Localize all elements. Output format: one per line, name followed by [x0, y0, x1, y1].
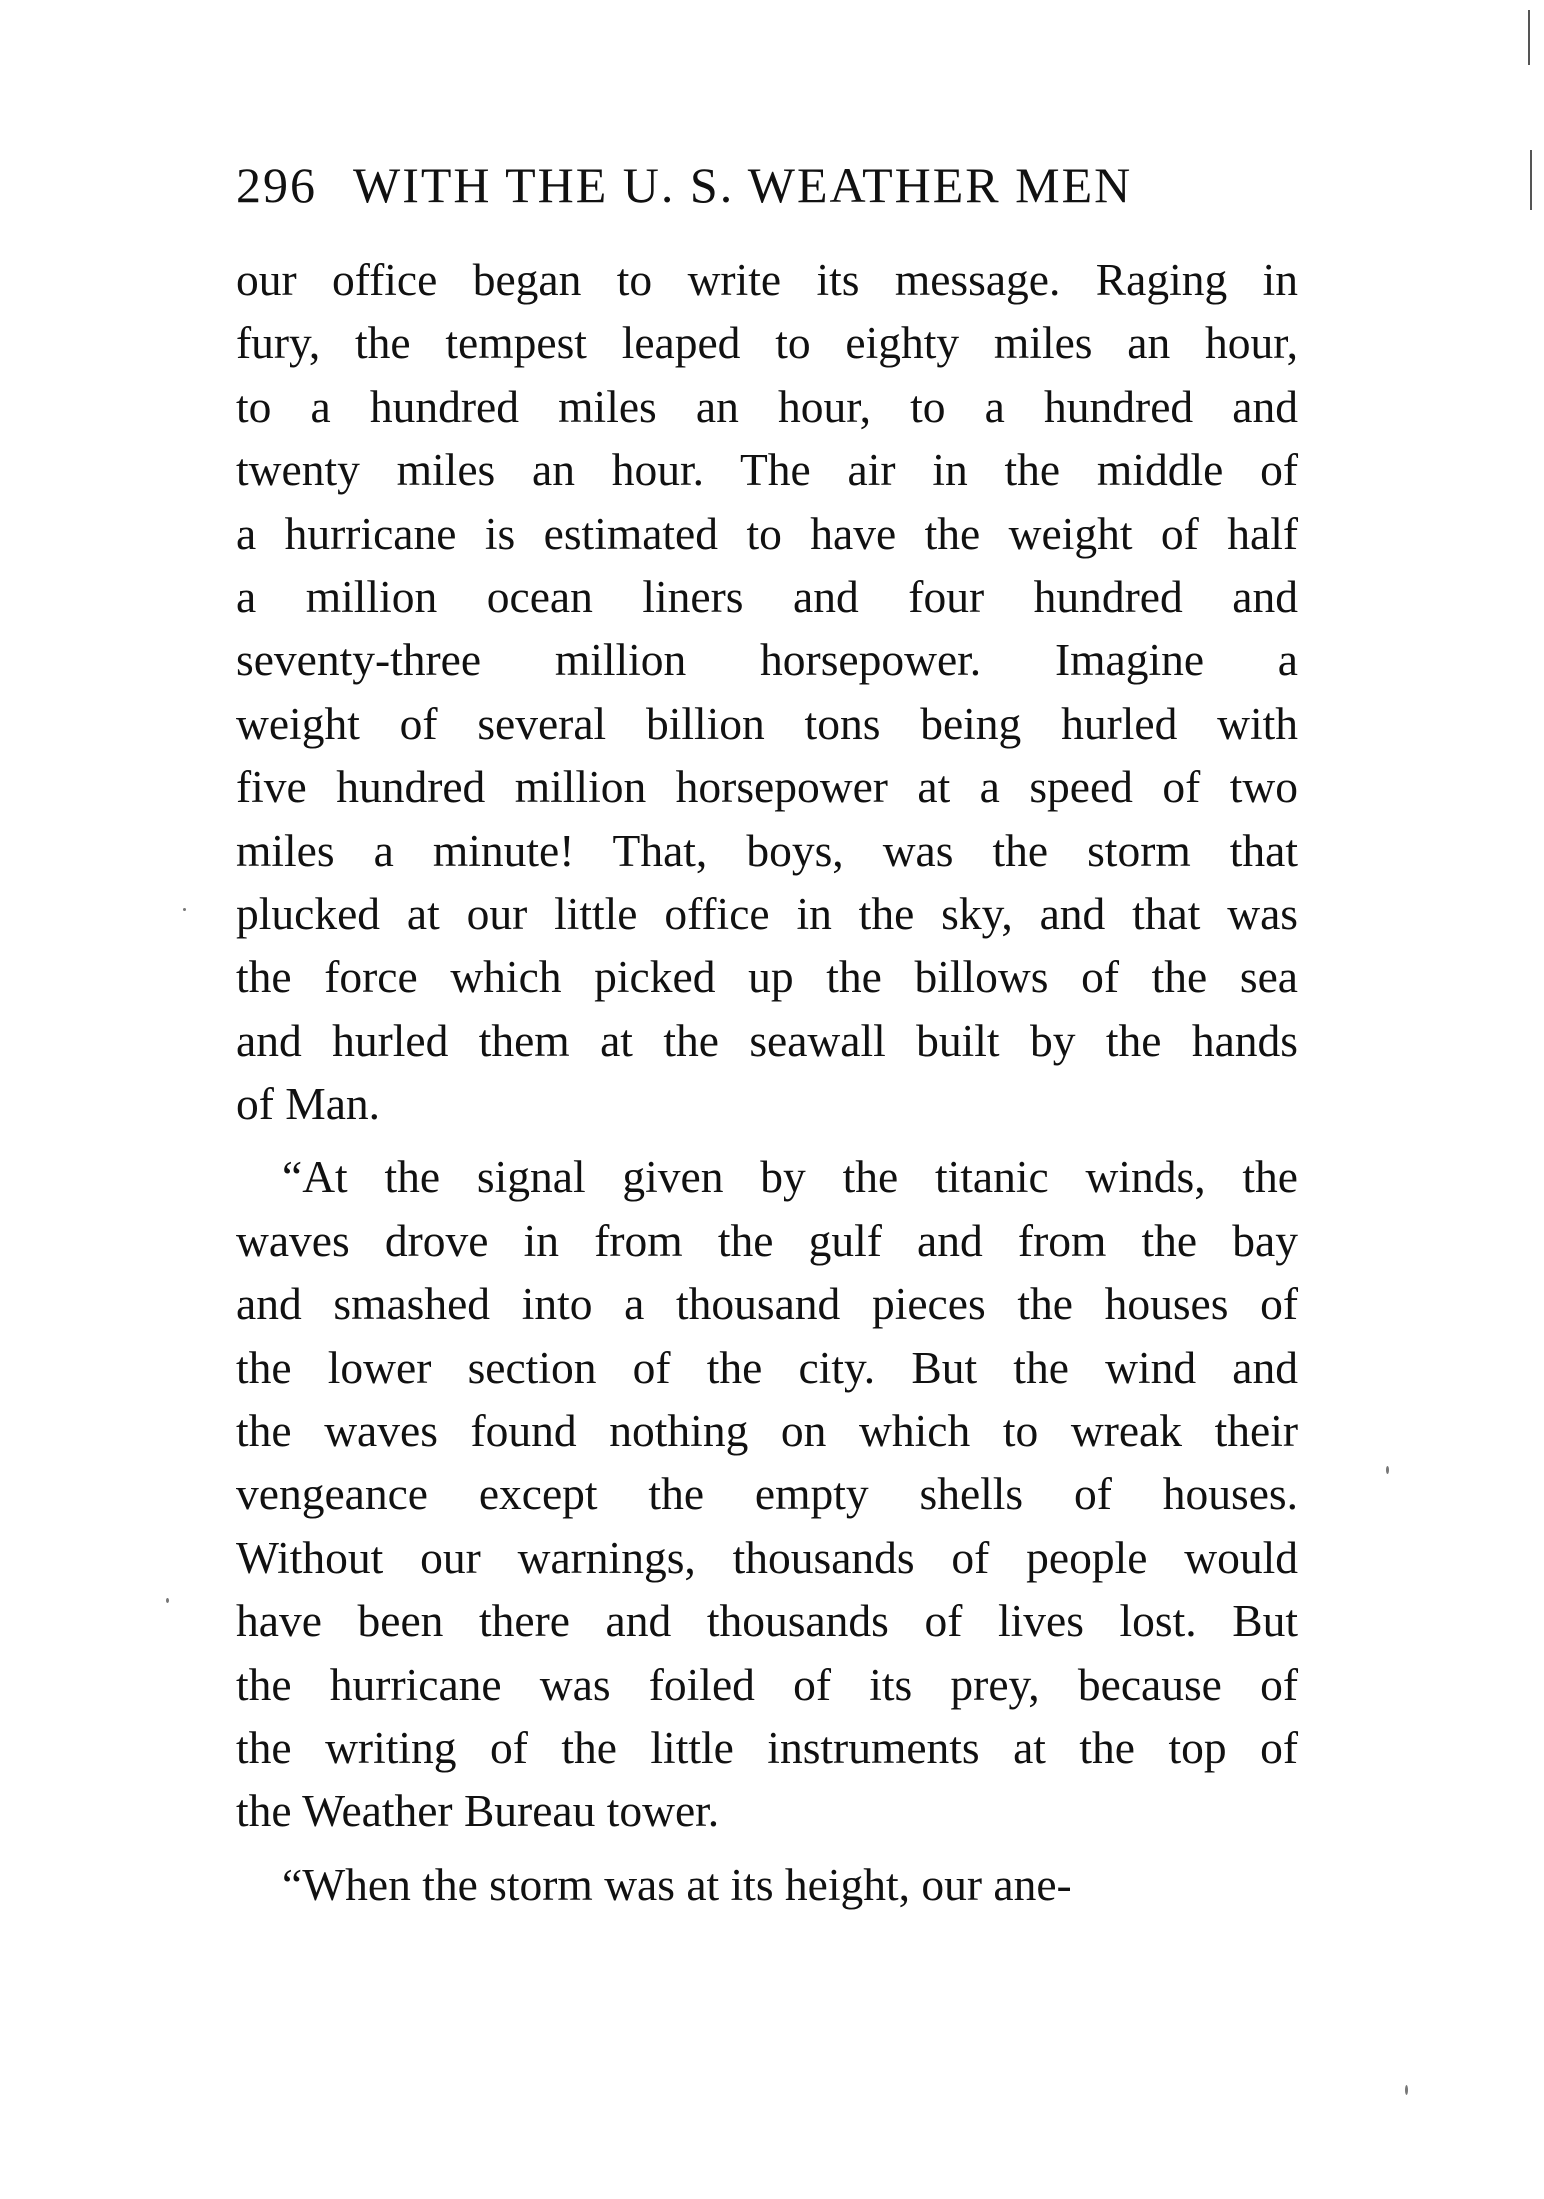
- text-line: “At the signal given by the titanic winds, the: [282, 1151, 1298, 1203]
- text-line: the lower section of the city. But the wind and: [236, 1341, 1298, 1393]
- text-line: seventy-three million horsepower. Imagine a: [236, 634, 1298, 686]
- paragraph: [236, 248, 1298, 1135]
- text-line: “When the storm was at its height, our ane-: [282, 1858, 1072, 1910]
- text-line: a hurricane is estimated to have the weight of half: [236, 507, 1298, 559]
- text-line: miles a minute! That, boys, was the storm that: [236, 824, 1298, 876]
- scan-speck: [1386, 1466, 1389, 1474]
- text-line: of Man.: [236, 1078, 381, 1130]
- paragraph-gap: [236, 1843, 1298, 1853]
- scan-edge-mark: [1528, 10, 1530, 65]
- paragraph: [236, 1145, 1298, 1842]
- scan-edge-mark: [1530, 150, 1532, 210]
- text-line: and hurled them at the seawall built by the hands: [236, 1014, 1298, 1066]
- paragraph: [236, 1853, 1298, 1916]
- scan-speck: [1405, 2085, 1408, 2095]
- running-header: [236, 156, 1296, 226]
- text-line: the force which picked up the billows of the sea: [236, 951, 1298, 1003]
- text-line: the Weather Bureau tower.: [236, 1785, 720, 1837]
- running-title: WITH THE U. S. WEATHER MEN: [353, 157, 1133, 213]
- scan-speck: [166, 1598, 169, 1603]
- text-line: vengeance except the empty shells of houses.: [236, 1468, 1298, 1520]
- text-line: weight of several billion tons being hurled with: [236, 697, 1298, 749]
- paragraph-gap: [236, 1135, 1298, 1145]
- text-line: Without our warnings, thousands of people would: [236, 1531, 1298, 1583]
- body-text: [236, 248, 1298, 1916]
- text-line: waves drove in from the gulf and from the bay: [236, 1214, 1298, 1266]
- page-number: 296: [236, 157, 317, 213]
- text-line: fury, the tempest leaped to eighty miles an hour,: [236, 317, 1298, 369]
- text-line: a million ocean liners and four hundred and: [236, 570, 1298, 622]
- text-line: the waves found nothing on which to wreak their: [236, 1405, 1298, 1457]
- text-line: five hundred million horsepower at a speed of two: [236, 761, 1298, 813]
- text-line: the hurricane was foiled of its prey, because of: [236, 1658, 1298, 1710]
- scan-speck: [183, 908, 186, 911]
- text-line: twenty miles an hour. The air in the middle of: [236, 444, 1298, 496]
- text-line: our office began to write its message. Raging in: [236, 254, 1298, 305]
- text-line: to a hundred miles an hour, to a hundred and: [236, 380, 1298, 432]
- text-line: plucked at our little office in the sky, and that was: [236, 887, 1298, 939]
- text-line: and smashed into a thousand pieces the houses of: [236, 1278, 1298, 1330]
- text-line: the writing of the little instruments at the top of: [236, 1721, 1298, 1773]
- text-line: have been there and thousands of lives lost. But: [236, 1595, 1298, 1647]
